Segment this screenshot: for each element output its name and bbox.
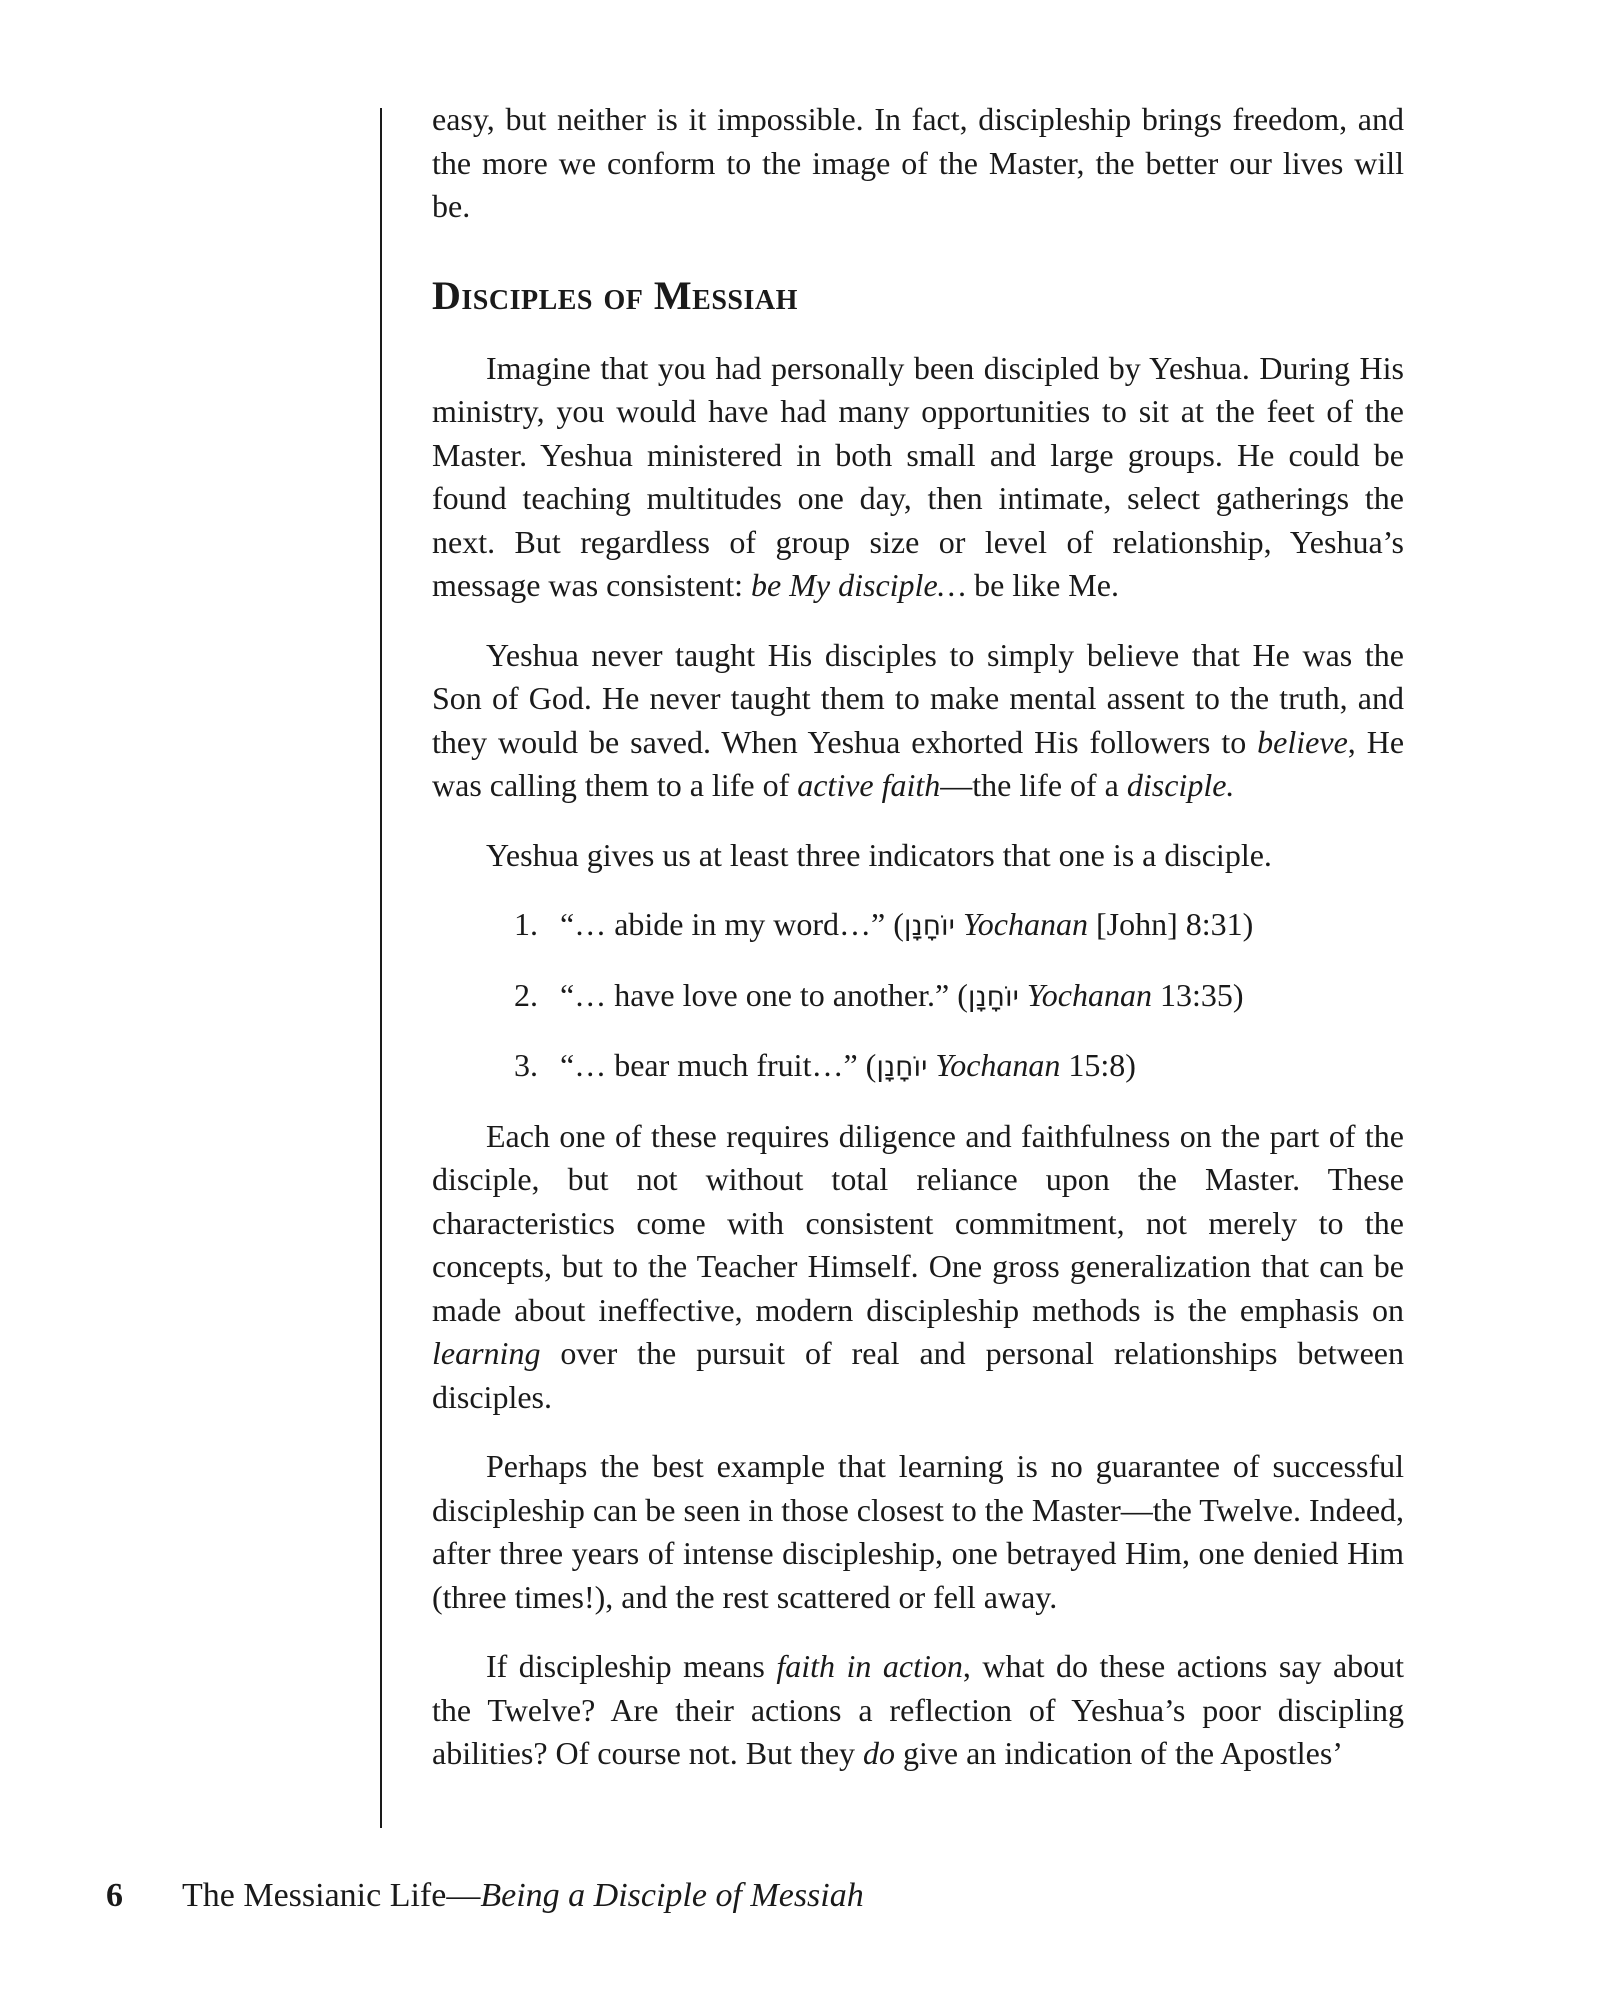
paragraph-diligence: Each one of these requires diligence and faithfulness on the part of the disciple, but not without total reliance upon the Master. These characteristics come with consistent commitment, not merely to the concepts, but to the Teacher Himself. One gross generalization that can be made about ineffective, modern discipleship methods is the emphasis on learning over the pursuit of real and personal relationships between disciples. <box>432 1117 1405 1415</box>
emphasis-do: do <box>863 1735 896 1771</box>
emphasis-active-faith: active faith <box>797 767 941 803</box>
hebrew-yochanan: יוֹחָנָן <box>967 979 1019 1013</box>
running-title: The Messianic Life— <box>182 1877 481 1914</box>
page-number: 6 <box>106 1877 123 1914</box>
list-number: 1. <box>514 906 538 942</box>
hebrew-yochanan: יוֹחָנָן <box>903 909 955 942</box>
paragraph-never-taught: Yeshua never taught His disciples to simply believe that He was the Son of God. He never taught them to make mental assent to the truth, and they would be saved. When Yeshua exhorted His followers to believe, He was calling them to a life of active faith—the life of a disciple. <box>432 636 1405 803</box>
paragraph-faith-in-action: If discipleship means faith in action, what do these actions say about the Twelve? Are their actions a reflection of Yeshua’s poor discipling abilities? Of course not. But they do give an indication of the Apostles’ <box>432 1648 1405 1771</box>
paragraph-best-example: Perhaps the best example that learning is no guarantee of successful discipleship can be seen in those closest to the Master—the Twelve. Indeed, after three years of intense discipleship, one betrayed Him, one denied Him (three times!), and the rest scattered or fell away. <box>432 1448 1405 1615</box>
paragraph-imagine: Imagine that you had personally been discipled by Yeshua. During His ministry, you would have had many opportunities to sit at the feet of the Master. Yeshua ministered in both small and large groups. He could be found teaching multitudes one day, then intimate, select gatherings the next. But regardless of group size or level of relationship, Yeshua’s message was consistent: be My disciple… be like Me. <box>432 349 1404 603</box>
running-subtitle: Being a Disciple of Messiah <box>480 1877 864 1914</box>
list-number: 3. <box>514 1047 538 1083</box>
list-item: 1. “… abide in my word…” (יוֹחָנָן Yochanan [John] 8:31) <box>432 903 1404 948</box>
emphasis-be-my-disciple: be My disciple… <box>751 567 967 603</box>
page-footer <box>106 1876 864 1916</box>
list-item: 2. “… have love one to another.” (יוֹחָנָן Yochanan 13:35) <box>432 974 1404 1019</box>
list-number: 2. <box>514 976 538 1013</box>
section-heading: Disciples of Messiah <box>432 272 798 318</box>
emphasis-faith-in-action: faith in action <box>776 1648 963 1684</box>
margin-rule <box>380 108 382 1828</box>
continued-paragraph: easy, but neither is it impossible. In fact, discipleship brings freedom, and the more we conform to the image of the Master, the better our lives will be. <box>432 101 1404 224</box>
paragraph-three-indicators: Yeshua gives us at least three indicators that one is a disciple. <box>486 836 1272 873</box>
indicator-list <box>432 903 1404 1089</box>
hebrew-yochanan: יוֹחָנָן <box>876 1050 928 1083</box>
emphasis-learning: learning <box>432 1335 541 1371</box>
book-name: Yochanan <box>935 1047 1061 1083</box>
book-name: Yochanan <box>1026 976 1152 1013</box>
page-body <box>432 98 1404 1776</box>
book-name: Yochanan <box>962 906 1088 942</box>
emphasis-believe: believe <box>1257 723 1348 760</box>
emphasis-disciple: disciple. <box>1126 767 1235 803</box>
list-item: 3. “… bear much fruit…” (יוֹחָנָן Yochanan 15:8) <box>432 1044 1404 1089</box>
